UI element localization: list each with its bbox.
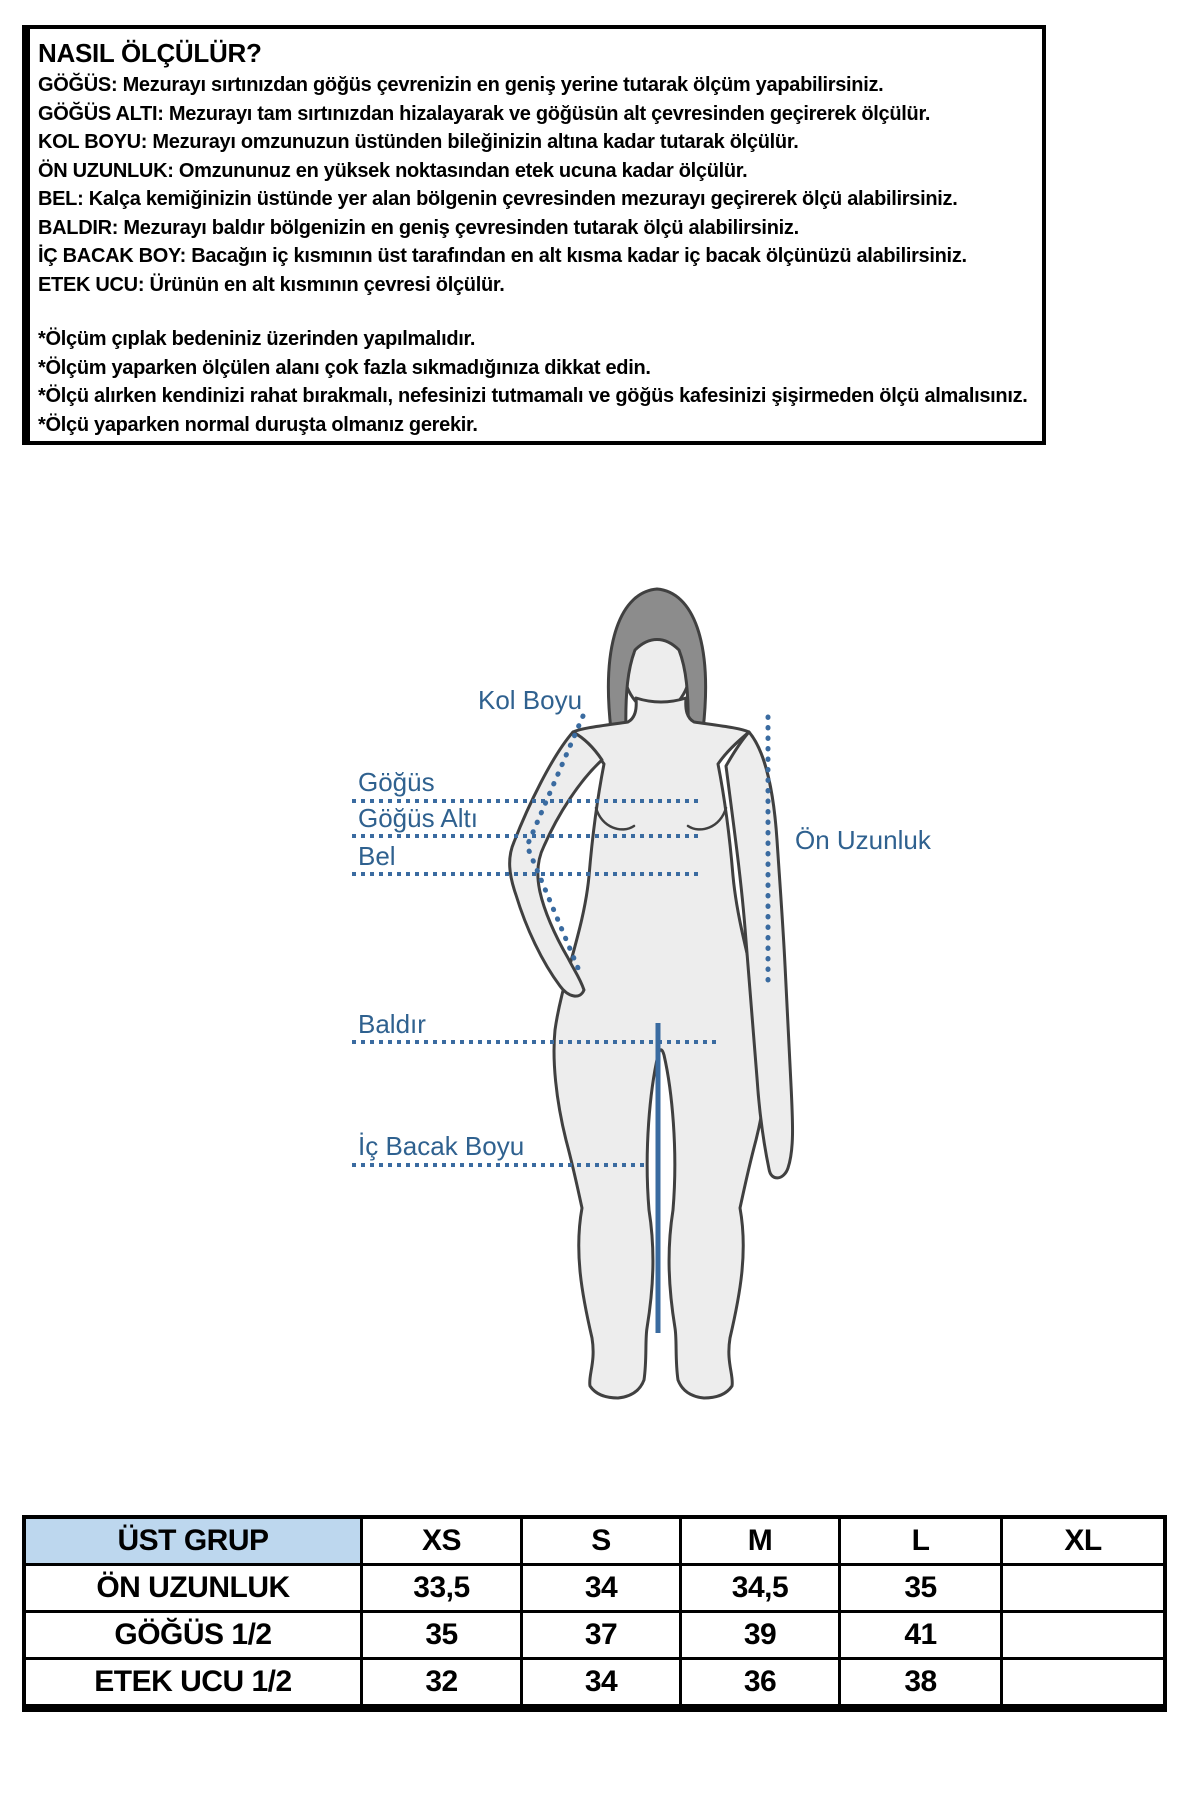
cell-value <box>1002 1659 1166 1709</box>
cell-value <box>1002 1565 1166 1612</box>
instruction-note-3: *Ölçü alırken kendinizi rahat bırakmalı, nefesinizi tutmamalı ve göğüs kafesinizi şişirmeden ölçü almalısınız. <box>38 385 1028 407</box>
instruction-line-ic-bacak-boy: İÇ BACAK BOY: Bacağın iç kısmının üst tarafından en alt kısma kadar iç bacak ölçünüzü alabilirsiniz. <box>38 245 967 267</box>
notes-gap <box>38 299 1036 325</box>
size-col-s: S <box>522 1517 681 1565</box>
cell-value: 39 <box>681 1612 840 1659</box>
instruction-line-gogus-alti: GÖĞÜS ALTI: Mezurayı tam sırtınızdan hizalayarak ve göğüsün alt çevresinden geçirerek ölçülür. <box>38 102 931 125</box>
table-row-gogus <box>24 1612 1165 1659</box>
bel-label: Bel <box>358 841 396 871</box>
cell-value: 35 <box>840 1565 1002 1612</box>
row-label: GÖĞÜS 1/2 <box>24 1612 362 1659</box>
kol-boyu-label: Kol Boyu <box>478 685 583 715</box>
size-col-xl: XL <box>1002 1517 1166 1565</box>
instructions-box <box>22 25 1046 445</box>
instruction-line-kol-boyu: KOL BOYU: Mezurayı omzunuzun üstünden bileğinizin altına kadar tutarak ölçülür. <box>38 131 799 153</box>
size-col-m: M <box>681 1517 840 1565</box>
size-col-xs: XS <box>362 1517 522 1565</box>
on-uzunluk-label: Ön Uzunluk <box>795 825 931 855</box>
cell-value: 41 <box>840 1612 1002 1659</box>
cell-value: 36 <box>681 1659 840 1709</box>
cell-value: 32 <box>362 1659 522 1709</box>
baldir-label: Baldır <box>358 1009 426 1039</box>
instruction-note-2: *Ölçüm yaparken ölçülen alanı çok fazla sıkmadığınıza dikkat edin. <box>38 356 651 379</box>
cell-value: 35 <box>362 1612 522 1659</box>
instruction-note-4: *Ölçü yaparken normal duruşta olmanız gerekir. <box>38 413 478 436</box>
cell-value: 38 <box>840 1659 1002 1709</box>
gogus-label: Göğüs <box>358 767 435 797</box>
instruction-line-gogus: GÖĞÜS: Mezurayı sırtınızdan göğüs çevrenizin en geniş yerine tutarak ölçüm yapabilirsiniz. <box>38 74 884 96</box>
table-row-on-uzunluk <box>24 1565 1165 1612</box>
cell-value <box>1002 1612 1166 1659</box>
female-silhouette-svg <box>330 580 970 1420</box>
body-measurement-diagram <box>330 580 970 1420</box>
size-table-header-row <box>24 1517 1165 1565</box>
gogus-alti-label: Göğüs Altı <box>358 803 478 833</box>
cell-value: 37 <box>522 1612 681 1659</box>
ic-bacak-boyu-label: İç Bacak Boyu <box>358 1131 525 1161</box>
size-col-l: L <box>840 1517 1002 1565</box>
instruction-note-1: *Ölçüm çıplak bedeniniz üzerinden yapılmalıdır. <box>38 328 476 350</box>
instruction-line-on-uzunluk: ÖN UZUNLUK: Omzununuz en yüksek noktasından etek ucuna kadar ölçülür. <box>38 159 748 182</box>
cell-value: 34,5 <box>681 1565 840 1612</box>
row-label: ÖN UZUNLUK <box>24 1565 362 1612</box>
cell-value: 34 <box>522 1659 681 1709</box>
cell-value: 33,5 <box>362 1565 522 1612</box>
table-row-etek-ucu <box>24 1659 1165 1709</box>
instructions-title: NASIL ÖLÇÜLÜR? <box>38 38 262 68</box>
size-table-group-header: ÜST GRUP <box>24 1517 362 1565</box>
instruction-line-etek-ucu: ETEK UCU: Ürünün en alt kısmının çevresi ölçülür. <box>38 273 505 296</box>
cell-value: 34 <box>522 1565 681 1612</box>
size-table <box>22 1515 1167 1712</box>
row-label: ETEK UCU 1/2 <box>24 1659 362 1709</box>
instruction-line-baldir: BALDIR: Mezurayı baldır bölgenizin en geniş çevresinden tutarak ölçü alabilirsiniz. <box>38 216 799 239</box>
instruction-line-bel: BEL: Kalça kemiğinizin üstünde yer alan bölgenin çevresinden mezurayı geçirerek ölçü alabilirsiniz. <box>38 188 958 210</box>
